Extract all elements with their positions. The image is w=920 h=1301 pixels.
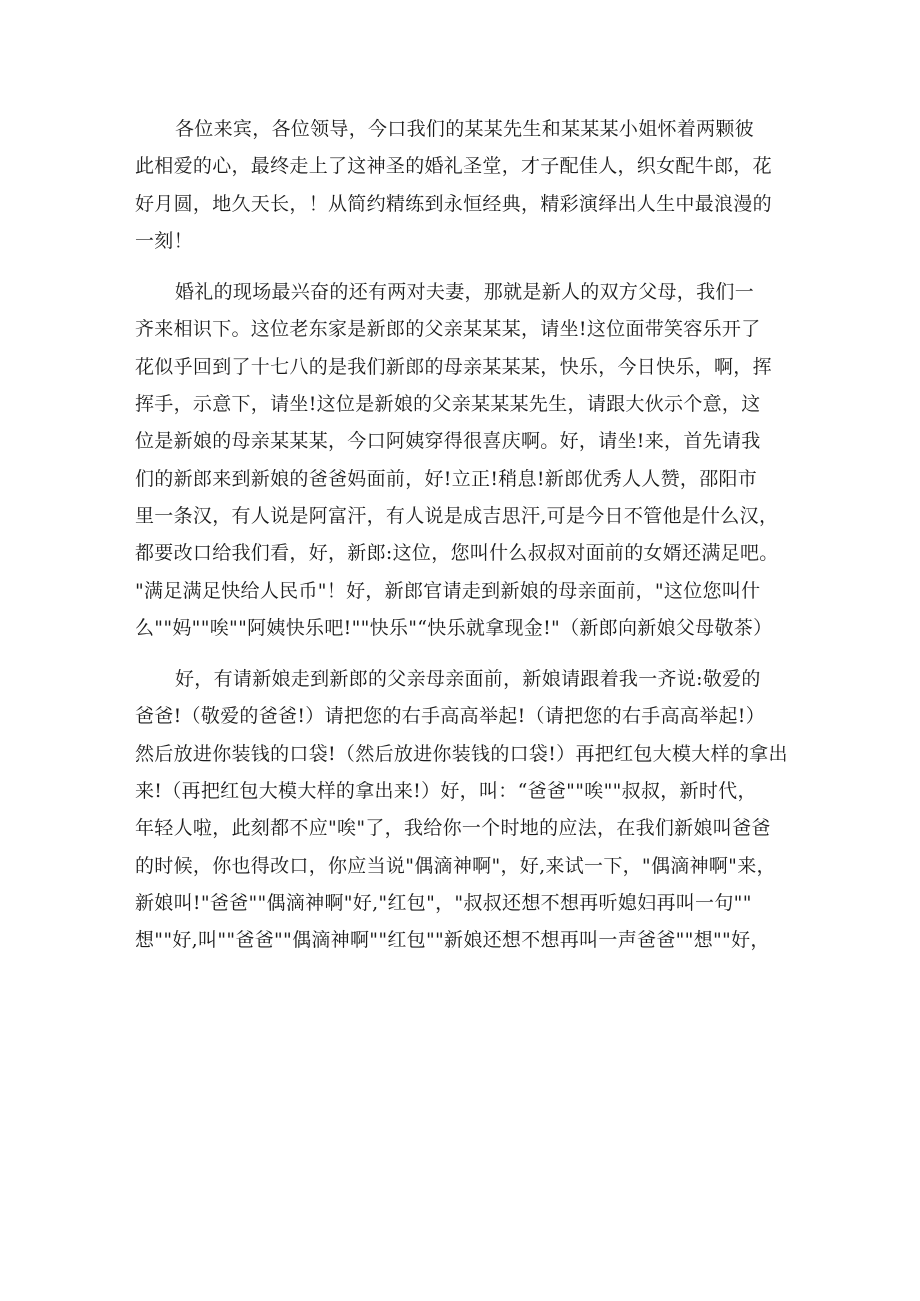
text-line: 的时候，你也得改口，你应当说"偶滴神啊"，好,来试一下，"偶滴神啊"来， — [135, 854, 776, 877]
text-line: 然后放进你装钱的口袋!（然后放进你装钱的口袋!）再把红包大模大样的拿出 — [135, 742, 788, 765]
paragraph-3 — [135, 661, 795, 959]
text-line: 爸爸!（敬爱的爸爸!）请把您的右手高高举起!（请把您的右手高高举起!） — [135, 705, 766, 728]
text-line: 好，有请新娘走到新郎的父亲母亲面前，新娘请跟着我一齐说:敬爱的 — [175, 668, 761, 691]
text-line: 们的新郎来到新娘的爸爸妈面前，好!立正!稍息!新郎优秀人人赞，邵阳市 — [135, 467, 758, 490]
text-line: 来!（再把红包大模大样的拿出来!）好，叫：“爸爸""唉""叔叔，新时代， — [135, 780, 757, 803]
text-line: 想""好,叫""爸爸""偶滴神啊""红包""新娘还想不想再叫一声爸爸""想""好， — [135, 929, 770, 952]
text-line: 里一条汉，有人说是阿富汗，有人说是成吉思汗,可是今日不管他是什么汉， — [135, 504, 779, 527]
paragraph-spacer — [135, 647, 795, 661]
paragraph-1 — [135, 111, 795, 260]
text-line: 婚礼的现场最兴奋的还有两对夫妻，那就是新人的双方父母，我们一 — [175, 281, 755, 304]
text-line: 么""妈""唉""阿姨快乐吧!""快乐"“快乐就拿现金!"（新郎向新娘父母敬茶） — [135, 616, 773, 639]
paragraph-2 — [135, 274, 795, 647]
document-body — [135, 111, 795, 960]
text-line: 新娘叫!"爸爸""偶滴神啊"好,"红包"，"叔叔还想不想再听媳妇再叫一句"" — [135, 891, 752, 914]
text-line: 挥手，示意下，请坐!这位是新娘的父亲某某某先生，请跟大伙示个意，这 — [135, 393, 761, 416]
text-line: 此相爱的心，最终走上了这神圣的婚礼圣堂，才子配佳人，织女配牛郎，花 — [135, 155, 772, 178]
text-line: "满足满足快给人民币"！好，新郎官请走到新娘的母亲面前，"这位您叫什 — [135, 579, 761, 602]
paragraph-spacer — [135, 260, 795, 274]
text-line: 齐来相识下。这位老东家是新郎的父亲某某某，请坐!这位面带笑容乐开了 — [135, 318, 761, 341]
text-line: 年轻人啦，此刻都不应"唉"了，我给你一个时地的应法，在我们新娘叫爸爸 — [135, 817, 771, 840]
text-line: 一刻！ — [135, 229, 193, 252]
text-line: 都要改口给我们看，好，新郎:这位，您叫什么叔叔对面前的女婿还满足吧。 — [135, 542, 779, 565]
text-line: 花似乎回到了十七八的是我们新郎的母亲某某某，快乐，今日快乐，啊，挥 — [135, 355, 772, 378]
text-line: 各位来宾，各位领导，今口我们的某某先生和某某某小姐怀着两颗彼 — [175, 118, 755, 140]
text-line: 好月圆，地久天长，！从简约精练到永恒经典，精彩演绎出人生中最浪漫的 — [135, 192, 772, 215]
text-line: 位是新娘的母亲某某某，今口阿姨穿得很喜庆啊。好，请坐!来，首先请我 — [135, 430, 761, 453]
